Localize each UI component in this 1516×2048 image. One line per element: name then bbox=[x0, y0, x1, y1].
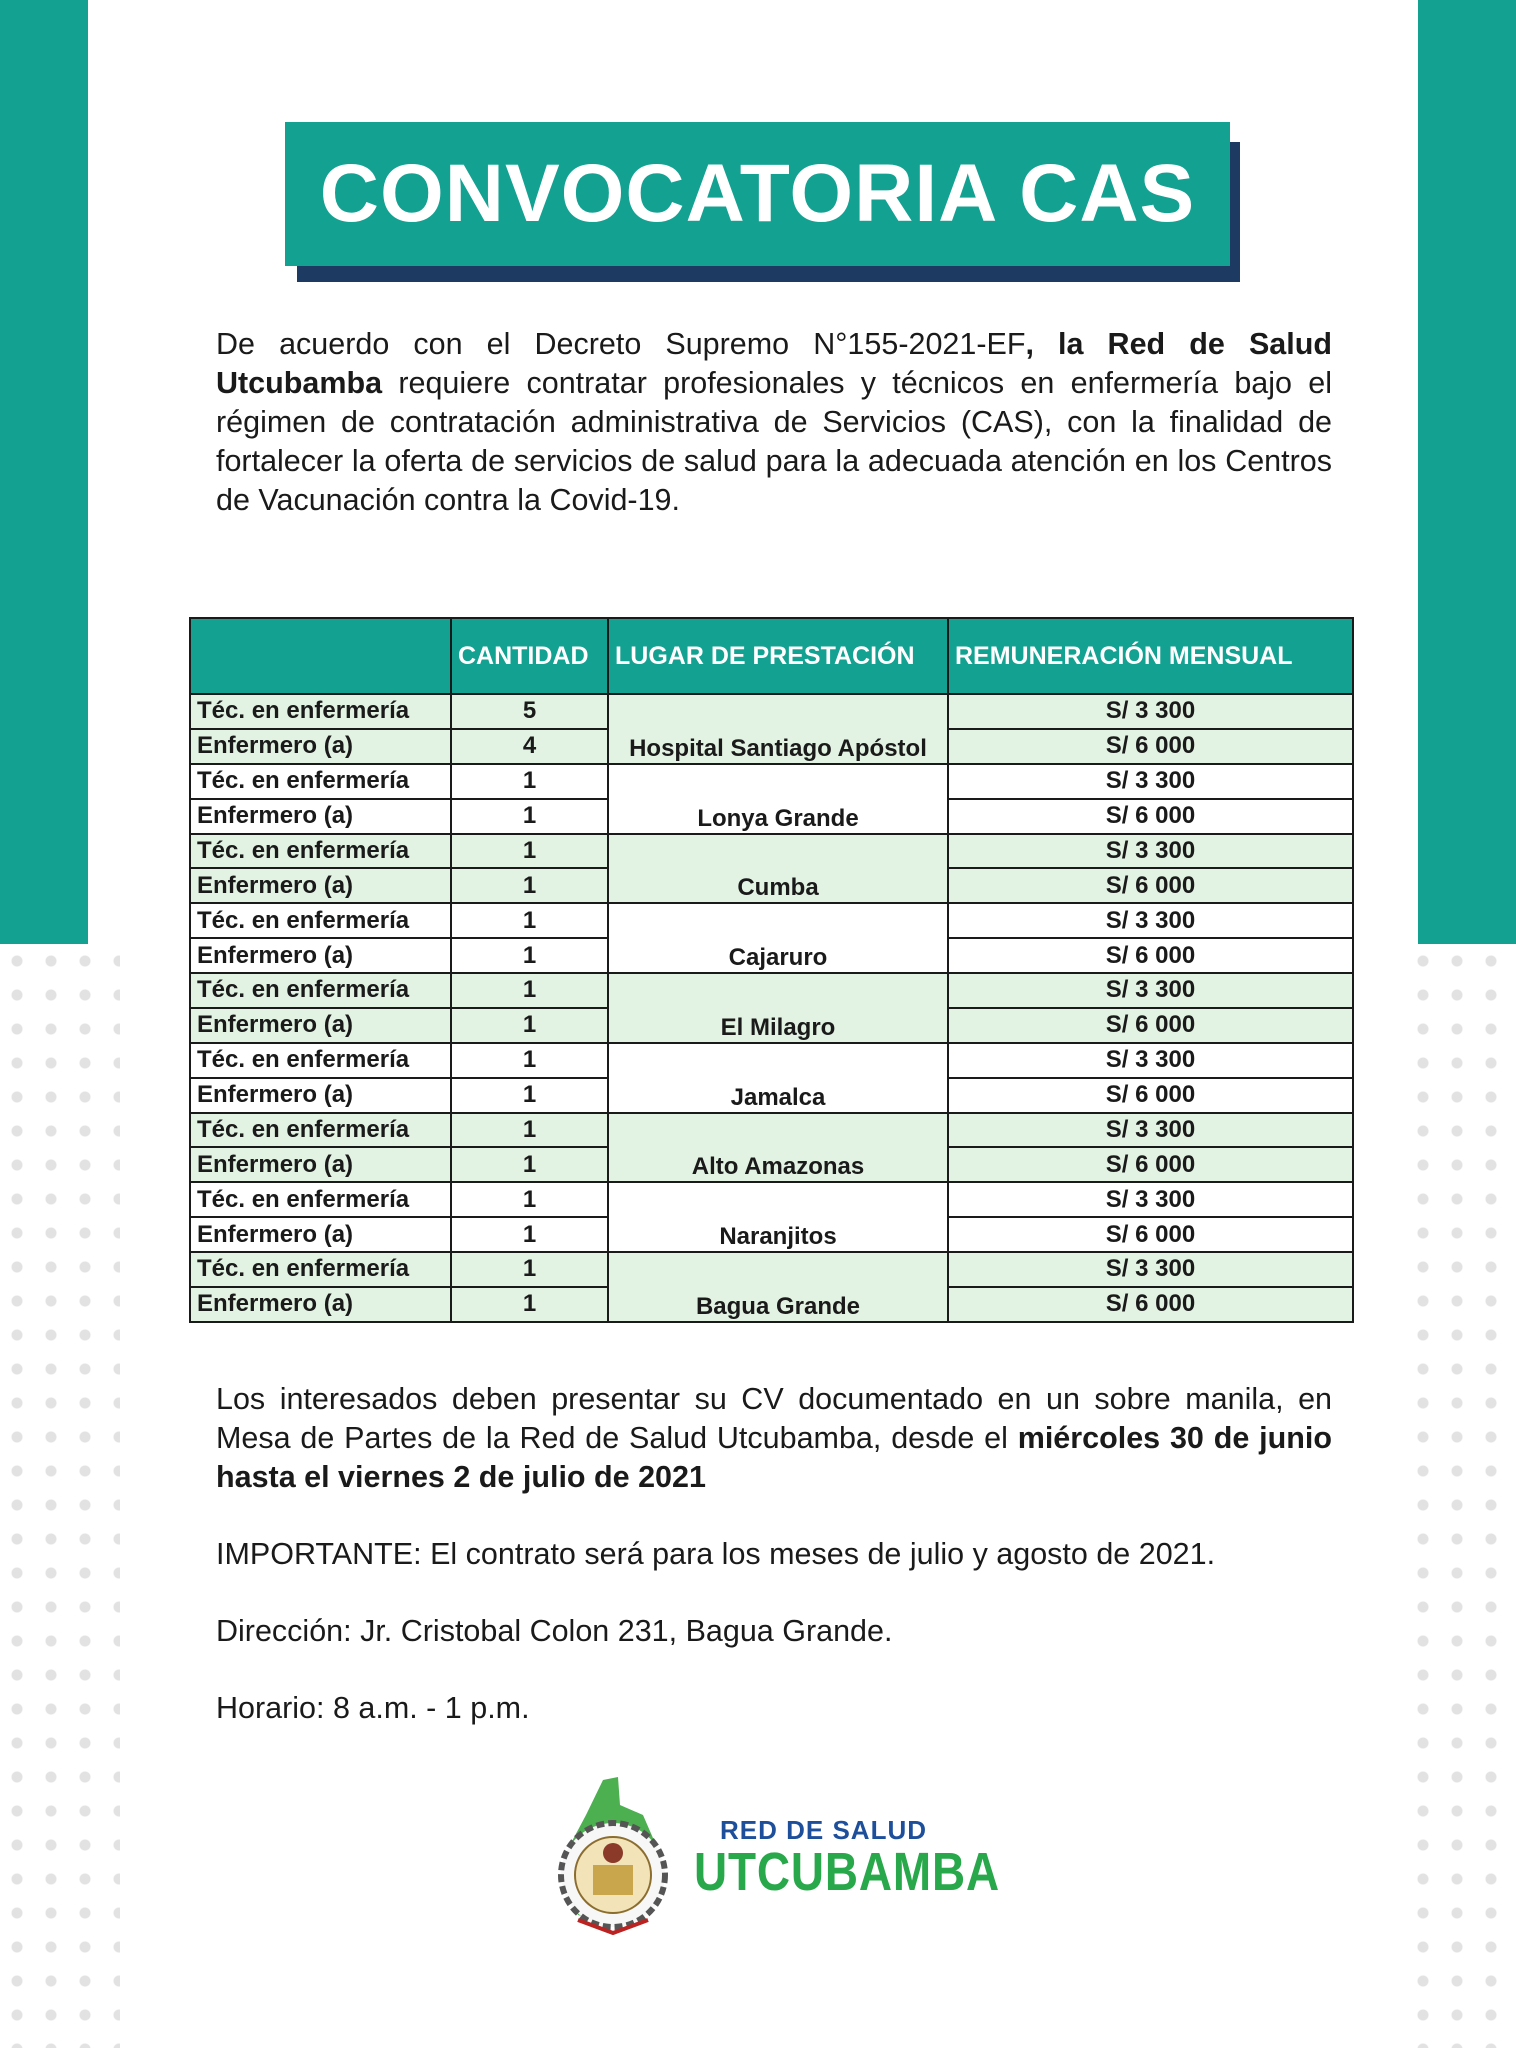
title-box bbox=[285, 122, 1230, 266]
cell-salary: S/ 3 300 bbox=[948, 1043, 1353, 1078]
cell-place: Jamalca bbox=[608, 1043, 948, 1113]
right-accent-bar bbox=[1418, 0, 1516, 944]
left-dot-pattern bbox=[0, 944, 120, 2048]
cell-salary: S/ 6 000 bbox=[948, 1217, 1353, 1252]
cell-role: Téc. en enfermería bbox=[190, 973, 451, 1008]
table-row bbox=[190, 1043, 1353, 1078]
cell-salary: S/ 6 000 bbox=[948, 868, 1353, 903]
address-line: Dirección: Jr. Cristobal Colon 231, Bagua Grande. bbox=[216, 1614, 893, 1648]
cell-salary: S/ 6 000 bbox=[948, 1008, 1353, 1043]
cell-quantity: 1 bbox=[451, 1113, 608, 1148]
cell-salary: S/ 6 000 bbox=[948, 938, 1353, 973]
cell-quantity: 1 bbox=[451, 1217, 608, 1252]
cell-quantity: 1 bbox=[451, 1008, 608, 1043]
table-row bbox=[190, 1252, 1353, 1287]
cell-quantity: 1 bbox=[451, 1182, 608, 1217]
cell-salary: S/ 3 300 bbox=[948, 1113, 1353, 1148]
cell-role: Téc. en enfermería bbox=[190, 764, 451, 799]
cell-quantity: 1 bbox=[451, 1287, 608, 1322]
cell-role: Enfermero (a) bbox=[190, 1008, 451, 1043]
cell-role: Enfermero (a) bbox=[190, 1078, 451, 1113]
schedule-line: Horario: 8 a.m. - 1 p.m. bbox=[216, 1691, 530, 1725]
cell-role: Téc. en enfermería bbox=[190, 1113, 451, 1148]
cell-quantity: 1 bbox=[451, 1078, 608, 1113]
cell-role: Enfermero (a) bbox=[190, 938, 451, 973]
instructions-block bbox=[216, 1380, 1332, 1728]
cell-quantity: 1 bbox=[451, 938, 608, 973]
red-de-salud-logo bbox=[548, 1775, 1000, 1935]
cell-role: Enfermero (a) bbox=[190, 1287, 451, 1322]
cell-salary: S/ 6 000 bbox=[948, 1147, 1353, 1182]
cell-salary: S/ 3 300 bbox=[948, 973, 1353, 1008]
cell-place: El Milagro bbox=[608, 973, 948, 1043]
instructions-paragraph bbox=[216, 1380, 1332, 1497]
cell-quantity: 4 bbox=[451, 729, 608, 764]
table-row bbox=[190, 903, 1353, 938]
left-accent-bar bbox=[0, 0, 88, 944]
gobierno-regional-seal-icon bbox=[548, 1775, 678, 1935]
title-banner bbox=[285, 122, 1240, 282]
intro-part2: requiere contratar profesionales y técnicos en enfermería bajo el régimen de contratación administrativa de Servicios (CAS), con la finalidad de fortalecer la oferta de servicios de salud para la adecuada atención en los Centros de Vacunación contra la Covid-19. bbox=[216, 366, 1332, 517]
cell-role: Téc. en enfermería bbox=[190, 694, 451, 729]
cell-role: Téc. en enfermería bbox=[190, 903, 451, 938]
table-row bbox=[190, 694, 1353, 729]
cell-quantity: 5 bbox=[451, 694, 608, 729]
cell-place: Hospital Santiago Apóstol bbox=[608, 694, 948, 764]
cell-quantity: 1 bbox=[451, 764, 608, 799]
cell-salary: S/ 3 300 bbox=[948, 764, 1353, 799]
cell-salary: S/ 3 300 bbox=[948, 1252, 1353, 1287]
header-salary: REMUNERACIÓN MENSUAL bbox=[948, 618, 1353, 694]
cell-quantity: 1 bbox=[451, 1147, 608, 1182]
header-place: LUGAR DE PRESTACIÓN bbox=[608, 618, 948, 694]
header-quantity: CANTIDAD bbox=[451, 618, 608, 694]
cell-salary: S/ 6 000 bbox=[948, 729, 1353, 764]
cell-salary: S/ 3 300 bbox=[948, 903, 1353, 938]
cell-role: Enfermero (a) bbox=[190, 1147, 451, 1182]
cell-role: Téc. en enfermería bbox=[190, 1043, 451, 1078]
cell-role: Téc. en enfermería bbox=[190, 1182, 451, 1217]
cell-quantity: 1 bbox=[451, 1252, 608, 1287]
cell-quantity: 1 bbox=[451, 903, 608, 938]
cell-place: Naranjitos bbox=[608, 1182, 948, 1252]
cell-place: Cumba bbox=[608, 834, 948, 904]
cell-quantity: 1 bbox=[451, 973, 608, 1008]
logo-line1: RED DE SALUD bbox=[720, 1815, 928, 1845]
cell-salary: S/ 6 000 bbox=[948, 1078, 1353, 1113]
intro-part1: De acuerdo con el Decreto Supremo N°155-2021-EF bbox=[216, 327, 1026, 361]
important-note: IMPORTANTE: El contrato será para los meses de julio y agosto de 2021. bbox=[216, 1537, 1216, 1571]
right-dot-pattern bbox=[1406, 944, 1516, 2048]
cell-place: Cajaruro bbox=[608, 903, 948, 973]
table-header-row bbox=[190, 618, 1353, 694]
cell-quantity: 1 bbox=[451, 1043, 608, 1078]
intro-bold: , la Red de Salud Utcubamba bbox=[216, 327, 1332, 400]
logo-line2: UTCUBAMBA bbox=[694, 1842, 1000, 1902]
cell-salary: S/ 6 000 bbox=[948, 1287, 1353, 1322]
cell-quantity: 1 bbox=[451, 834, 608, 869]
positions-table bbox=[189, 617, 1354, 1323]
cell-salary: S/ 3 300 bbox=[948, 1182, 1353, 1217]
cell-role: Enfermero (a) bbox=[190, 868, 451, 903]
cell-salary: S/ 6 000 bbox=[948, 799, 1353, 834]
cell-quantity: 1 bbox=[451, 799, 608, 834]
cell-role: Enfermero (a) bbox=[190, 799, 451, 834]
cell-role: Téc. en enfermería bbox=[190, 1252, 451, 1287]
cell-role: Enfermero (a) bbox=[190, 729, 451, 764]
instructions-dates: miércoles 30 de junio hasta el viernes 2 de julio de 2021 bbox=[216, 1421, 1332, 1494]
table-body bbox=[190, 694, 1353, 1322]
cell-quantity: 1 bbox=[451, 868, 608, 903]
table-row bbox=[190, 834, 1353, 869]
cell-place: Lonya Grande bbox=[608, 764, 948, 834]
instructions-text: Los interesados deben presentar su CV documentado en un sobre manila, en Mesa de Partes de la Red de Salud Utcubamba, desde el bbox=[216, 1382, 1332, 1455]
table-row bbox=[190, 1113, 1353, 1148]
cell-salary: S/ 3 300 bbox=[948, 694, 1353, 729]
intro-paragraph bbox=[216, 325, 1332, 520]
cell-salary: S/ 3 300 bbox=[948, 834, 1353, 869]
header-role bbox=[190, 618, 451, 694]
cell-place: Bagua Grande bbox=[608, 1252, 948, 1322]
page-title: CONVOCATORIA CAS bbox=[319, 148, 1196, 239]
table-row bbox=[190, 1182, 1353, 1217]
cell-role: Enfermero (a) bbox=[190, 1217, 451, 1252]
cell-place: Alto Amazonas bbox=[608, 1113, 948, 1183]
table-row bbox=[190, 764, 1353, 799]
cell-role: Téc. en enfermería bbox=[190, 834, 451, 869]
table-row bbox=[190, 973, 1353, 1008]
